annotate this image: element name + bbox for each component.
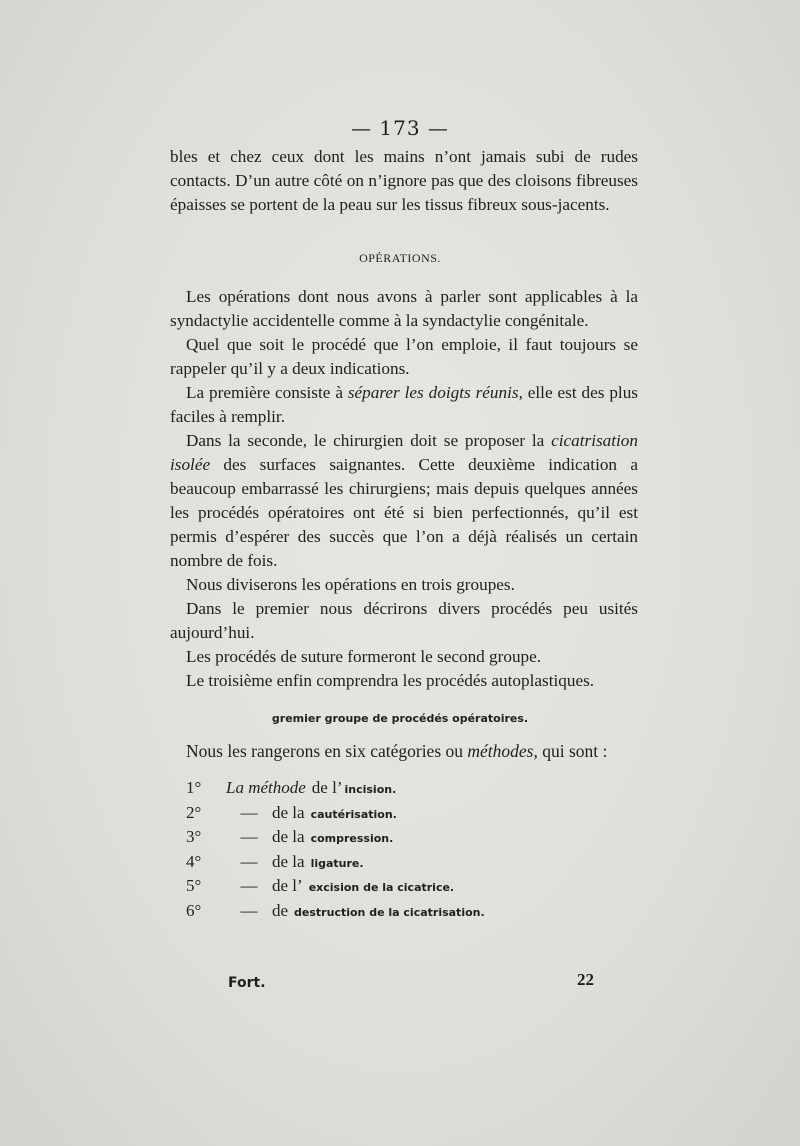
list-item: 2° — de la cautérisation. bbox=[186, 802, 397, 822]
list-intro: Nous les rangerons en six catégories ou méthodes, qui sont : bbox=[186, 741, 608, 761]
paragraph-2: Les opérations dont nous avons à parler sont applicables à la syndactylie accidentelle comme à la syndactylie congénitale. bbox=[170, 287, 638, 330]
methods-list bbox=[186, 778, 626, 925]
paragraph-5: Dans la seconde, le chirurgien doit se proposer la cicatrisation isolée des surfaces saignantes. Cette deuxième indication a beaucoup embarrassé les chirurgiens; mais depuis quelques années les procédés opératoires ont été si bien perfectionnés, qu’il est permis d’espérer des succès que l’on a déjà réalisés un certain nombre de fois. bbox=[170, 431, 638, 570]
list-item: 5° — de l’ excision de la cicatrice. bbox=[186, 876, 455, 895]
list-item: 4° — de la ligature. bbox=[186, 851, 364, 871]
section-heading: OPÉRATIONS. bbox=[359, 251, 441, 265]
paragraph-6: Nous diviserons les opérations en trois groupes. bbox=[186, 575, 515, 594]
paragraph-continuation bbox=[170, 145, 638, 217]
paragraph-1: bles et chez ceux dont les mains n’ont jamais subi de rudes contacts. D’un autre côté on n’ignore pas que des cloisons fibreuses épaisses se portent de la peau sur les tissus fibreux sous-jacents. bbox=[170, 147, 638, 214]
signature-mark: Fort. bbox=[228, 975, 266, 991]
subsection-heading: gremier groupe de procédés opératoires. bbox=[271, 712, 529, 725]
paragraph-9: Le troisième enfin comprendra les procédés autoplastiques. bbox=[186, 671, 595, 690]
list-item: 3° — de la compression. bbox=[186, 827, 394, 846]
list-item: 6° — de destruction de la cicatrisation. bbox=[186, 900, 485, 920]
paragraph-7: Dans le premier nous décrirons divers procédés peu usités aujourd’hui. bbox=[170, 599, 638, 642]
sheet-number: 22 bbox=[577, 970, 594, 989]
paragraph-4: La première consiste à séparer les doigts réunis, elle est des plus faciles à remplir. bbox=[170, 383, 638, 426]
page-number: — 173 — bbox=[351, 116, 449, 140]
section-body bbox=[170, 285, 638, 693]
list-item: 1° La méthode de l’ incision. bbox=[186, 778, 397, 797]
paragraph-8: Les procédés de suture formeront le second groupe. bbox=[186, 647, 542, 666]
paragraph-3: Quel que soit le procédé que l’on emploie, il faut toujours se rappeler qu’il y a deux indications. bbox=[170, 335, 638, 378]
